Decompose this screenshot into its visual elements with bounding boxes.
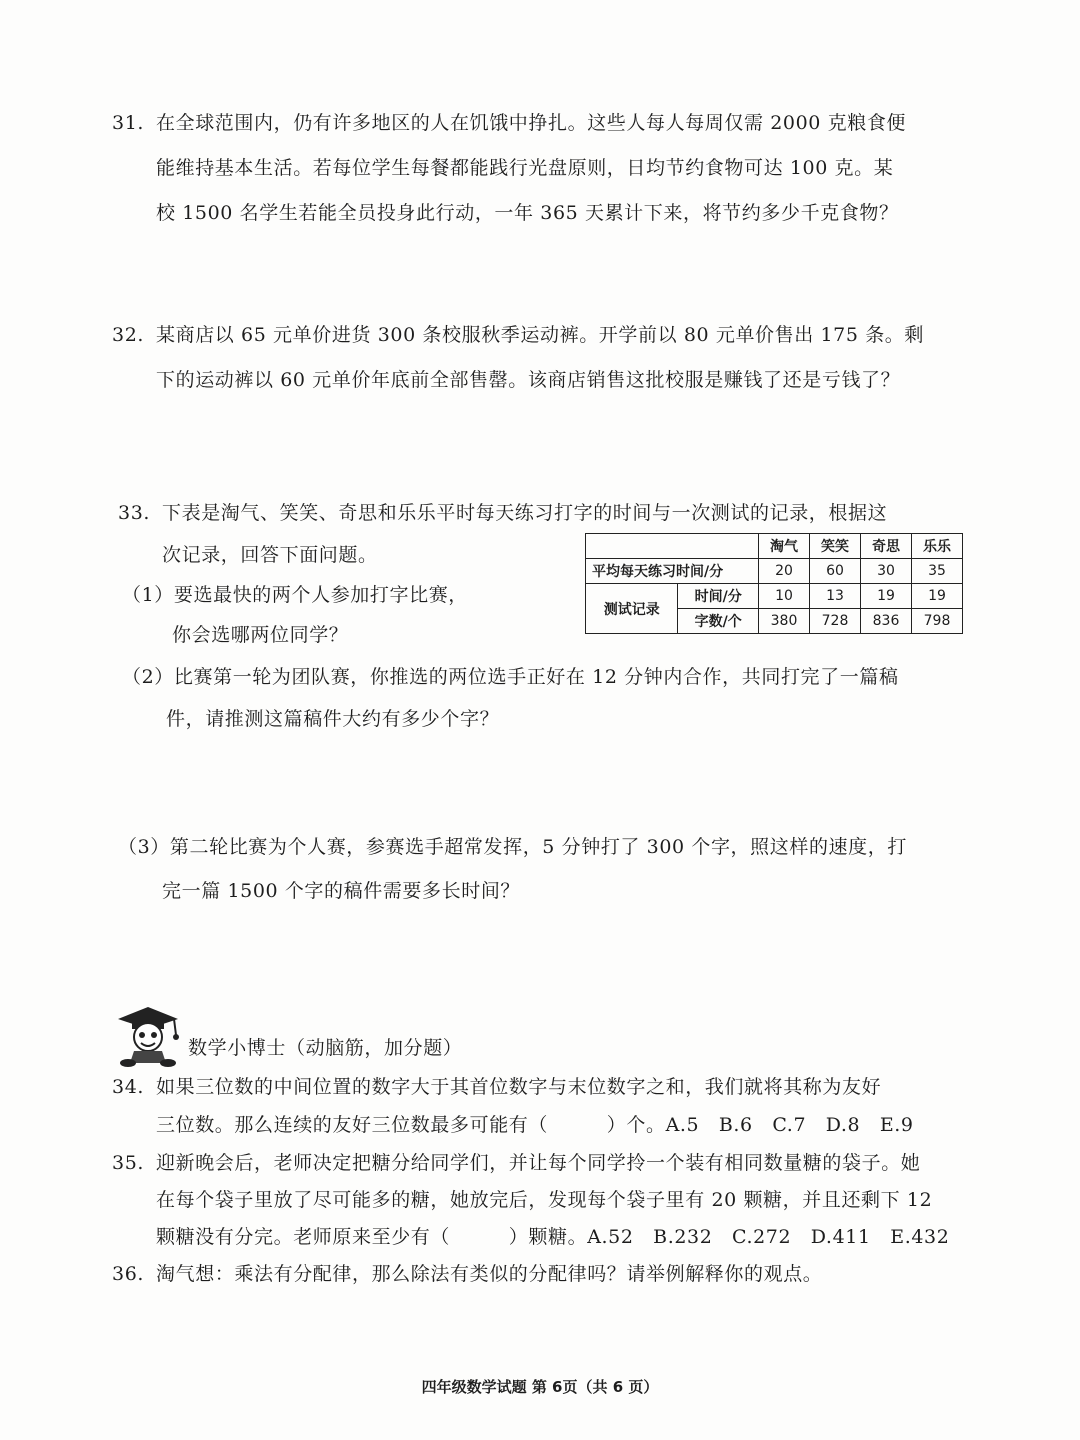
table-cell: 19 (912, 584, 963, 609)
table-row (586, 559, 963, 584)
table-header-cell: 淘气 (759, 534, 810, 559)
q31-line-3: 校 1500 名学生若能全员投身此行动，一年 365 天累计下来，将节约多少千克食物？ (156, 202, 899, 224)
q34-line-1: 34. 如果三位数的中间位置的数字大于其首位数字与末位数字之和，我们就将其称为友好 (112, 1076, 882, 1098)
table-cell: 13 (810, 584, 861, 609)
q31-line-1: 31. 在全球范围内，仍有许多地区的人在饥饿中挣扎。这些人每人每周仅需 2000 克粮食便 (112, 112, 907, 134)
q33-part2-line-1: （2）比赛第一轮为团队赛，你推选的两位选手正好在 12 分钟内合作，共同打完了一篇稿 (122, 666, 899, 688)
typing-record-table (585, 533, 963, 634)
table-cell: 836 (861, 609, 912, 634)
table-corner-cell (586, 534, 759, 559)
q34-line-2: 三位数。那么连续的友好三位数最多可能有（ ）个。A.5 B.6 C.7 D.8 E.9 (156, 1114, 914, 1136)
q35-line-1: 35. 迎新晚会后，老师决定把糖分给同学们，并让每个同学拎一个装有相同数量糖的袋子。她 (112, 1152, 921, 1174)
table-cell: 19 (861, 584, 912, 609)
table-cell: 798 (912, 609, 963, 634)
table-cell: 10 (759, 584, 810, 609)
q32-line-2: 下的运动裤以 60 元单价年底前全部售罄。该商店销售这批校服是赚钱了还是亏钱了？ (156, 369, 901, 391)
table-header-cell: 笑笑 (810, 534, 861, 559)
table-row (586, 584, 963, 609)
q35-number: 35. (112, 1152, 145, 1174)
q33-number: 33. (118, 502, 151, 524)
q33-part3-line-1: （3）第二轮比赛为个人赛，参赛选手超常发挥，5 分钟打了 300 个字，照这样的速度，打 (118, 836, 907, 858)
table-header-cell: 奇思 (861, 534, 912, 559)
page-footer: 四年级数学试题 第 6页（共 6 页） (421, 1378, 659, 1396)
table-cell: 380 (759, 609, 810, 634)
table-cell: 20 (759, 559, 810, 584)
q33-part1-line-1: （1）要选最快的两个人参加打字比赛， (122, 584, 468, 606)
table-group-label: 测试记录 (586, 584, 678, 634)
q33-part1-line-2: 你会选哪两位同学？ (172, 624, 349, 646)
q32-line-1: 32. 某商店以 65 元单价进货 300 条校服秋季运动裤。开学前以 80 元单价售出 175 条。剩 (112, 324, 925, 346)
q33-line-2: 次记录，回答下面问题。 (162, 544, 378, 566)
q33-line-1: 33. 下表是淘气、笑笑、奇思和乐乐平时每天练习打字的时间与一次测试的记录，根据这 (118, 502, 888, 524)
q33-part2-line-2: 件，请推测这篇稿件大约有多少个字？ (166, 708, 500, 730)
table-row-label: 时间/分 (678, 584, 759, 609)
table-cell: 728 (810, 609, 861, 634)
q31-line-2: 能维持基本生活。若每位学生每餐都能践行光盘原则，日均节约食物可达 100 克。某 (156, 157, 894, 179)
q33-part3-line-2: 完一篇 1500 个字的稿件需要多长时间？ (162, 880, 521, 902)
q34-number: 34. (112, 1076, 145, 1098)
q31-number: 31. (112, 112, 145, 134)
table-row-label: 平均每天练习时间/分 (586, 559, 759, 584)
table-header-cell: 乐乐 (912, 534, 963, 559)
q32-number: 32. (112, 324, 145, 346)
table-cell: 30 (861, 559, 912, 584)
q36-line-1: 36. 淘气想：乘法有分配律，那么除法有类似的分配律吗？请举例解释你的观点。 (112, 1263, 823, 1285)
q36-number: 36. (112, 1263, 145, 1285)
cartoon-student-mascot-icon (112, 1005, 184, 1067)
bonus-section-title: 数学小博士（动脑筋，加分题） (188, 1037, 463, 1059)
table-row-label: 字数/个 (678, 609, 759, 634)
table-cell: 60 (810, 559, 861, 584)
table-cell: 35 (912, 559, 963, 584)
table-header-row (586, 534, 963, 559)
q35-line-3: 颗糖没有分完。老师原来至少有（ ）颗糖。A.52 B.232 C.272 D.411 E.432 (156, 1226, 950, 1248)
q35-line-2: 在每个袋子里放了尽可能多的糖，她放完后，发现每个袋子里有 20 颗糖，并且还剩下 12 (156, 1189, 933, 1211)
